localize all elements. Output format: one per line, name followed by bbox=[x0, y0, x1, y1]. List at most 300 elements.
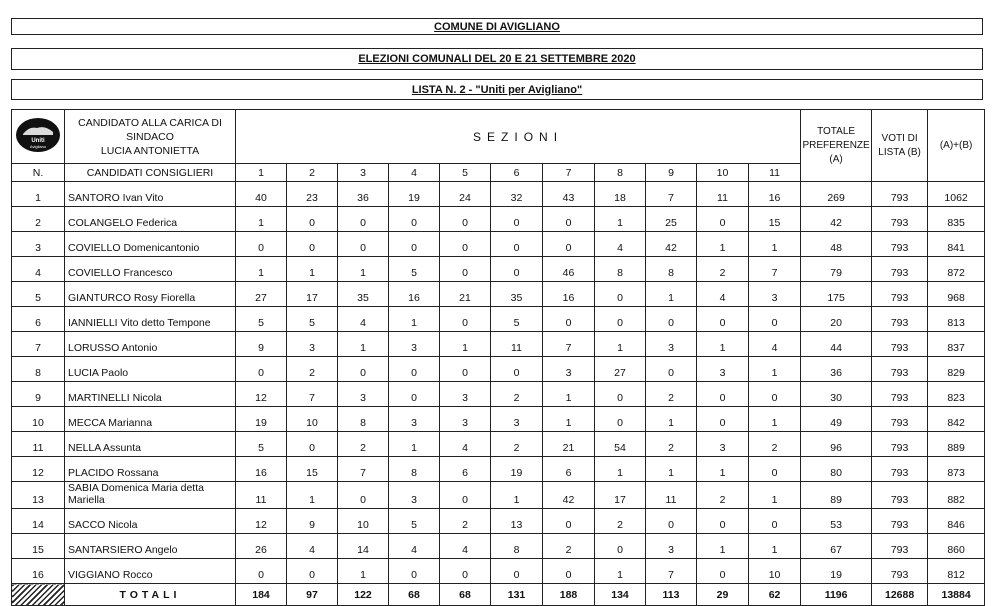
section-header: 2 bbox=[287, 164, 338, 182]
section-votes: 0 bbox=[491, 257, 543, 282]
total-preferences: 48 bbox=[801, 232, 872, 257]
hatched-cell bbox=[12, 584, 65, 606]
list-votes: 793 bbox=[872, 332, 928, 357]
section-votes: 1 bbox=[749, 407, 801, 432]
sum-votes: 860 bbox=[928, 534, 985, 559]
section-votes: 0 bbox=[595, 307, 646, 332]
section-votes: 0 bbox=[440, 207, 491, 232]
section-votes: 2 bbox=[491, 382, 543, 407]
sum-votes: 889 bbox=[928, 432, 985, 457]
section-total: 184 bbox=[236, 584, 287, 606]
section-votes: 0 bbox=[697, 207, 749, 232]
section-votes: 0 bbox=[236, 232, 287, 257]
list-votes: 793 bbox=[872, 382, 928, 407]
section-votes: 10 bbox=[338, 509, 389, 534]
candidate-name: LORUSSO Antonio bbox=[65, 332, 236, 357]
sum-votes: 823 bbox=[928, 382, 985, 407]
section-votes: 9 bbox=[287, 509, 338, 534]
section-votes: 4 bbox=[389, 534, 440, 559]
section-votes: 43 bbox=[543, 182, 595, 207]
table-row bbox=[12, 307, 985, 332]
table-row bbox=[12, 407, 985, 432]
candidato-line3: LUCIA ANTONIETTA bbox=[100, 144, 200, 157]
section-votes: 3 bbox=[389, 332, 440, 357]
list-votes: 793 bbox=[872, 257, 928, 282]
totali-label: TOTALI bbox=[65, 584, 236, 606]
section-votes: 0 bbox=[595, 282, 646, 307]
sum-votes: 841 bbox=[928, 232, 985, 257]
section-votes: 6 bbox=[543, 457, 595, 482]
section-votes: 8 bbox=[491, 534, 543, 559]
section-votes: 6 bbox=[440, 457, 491, 482]
tot-sum: 13884 bbox=[928, 584, 985, 606]
section-votes: 0 bbox=[749, 382, 801, 407]
total-preferences: 175 bbox=[801, 282, 872, 307]
section-total: 68 bbox=[440, 584, 491, 606]
section-votes: 24 bbox=[440, 182, 491, 207]
section-votes: 11 bbox=[646, 482, 697, 509]
sum-votes: 872 bbox=[928, 257, 985, 282]
list-votes: 793 bbox=[872, 482, 928, 509]
section-votes: 32 bbox=[491, 182, 543, 207]
section-votes: 14 bbox=[338, 534, 389, 559]
section-votes: 0 bbox=[646, 509, 697, 534]
row-number: 6 bbox=[12, 307, 65, 332]
section-votes: 9 bbox=[236, 332, 287, 357]
section-votes: 0 bbox=[236, 357, 287, 382]
section-votes: 0 bbox=[491, 357, 543, 382]
section-votes: 0 bbox=[646, 307, 697, 332]
section-votes: 21 bbox=[543, 432, 595, 457]
tot-preferences: 1196 bbox=[801, 584, 872, 606]
list-votes: 793 bbox=[872, 207, 928, 232]
section-votes: 7 bbox=[646, 182, 697, 207]
section-votes: 2 bbox=[646, 432, 697, 457]
section-votes: 0 bbox=[595, 407, 646, 432]
sum-votes: 846 bbox=[928, 509, 985, 534]
row-number: 9 bbox=[12, 382, 65, 407]
section-votes: 19 bbox=[389, 182, 440, 207]
section-votes: 4 bbox=[440, 534, 491, 559]
total-preferences: 30 bbox=[801, 382, 872, 407]
section-header: 9 bbox=[646, 164, 697, 182]
row-number: 10 bbox=[12, 407, 65, 432]
total-preferences: 44 bbox=[801, 332, 872, 357]
section-total: 29 bbox=[697, 584, 749, 606]
section-votes: 11 bbox=[491, 332, 543, 357]
totals-row bbox=[12, 584, 985, 606]
section-votes: 3 bbox=[389, 407, 440, 432]
section-votes: 0 bbox=[338, 482, 389, 509]
sum-votes: 835 bbox=[928, 207, 985, 232]
section-votes: 16 bbox=[749, 182, 801, 207]
table-row bbox=[12, 534, 985, 559]
section-votes: 16 bbox=[543, 282, 595, 307]
section-total: 68 bbox=[389, 584, 440, 606]
section-votes: 1 bbox=[389, 307, 440, 332]
section-votes: 5 bbox=[236, 307, 287, 332]
table-row bbox=[12, 332, 985, 357]
candidate-name: COVIELLO Francesco bbox=[65, 257, 236, 282]
section-votes: 0 bbox=[389, 559, 440, 584]
section-votes: 0 bbox=[543, 509, 595, 534]
total-preferences: 269 bbox=[801, 182, 872, 207]
section-votes: 3 bbox=[543, 357, 595, 382]
section-votes: 0 bbox=[697, 382, 749, 407]
candidate-name: SABIA Domenica Maria detta Mariella bbox=[65, 482, 236, 509]
section-votes: 1 bbox=[287, 257, 338, 282]
sum-votes: 968 bbox=[928, 282, 985, 307]
row-number: 8 bbox=[12, 357, 65, 382]
sum-votes: 1062 bbox=[928, 182, 985, 207]
section-votes: 0 bbox=[440, 482, 491, 509]
section-votes: 0 bbox=[440, 257, 491, 282]
section-votes: 8 bbox=[389, 457, 440, 482]
section-header: 5 bbox=[440, 164, 491, 182]
sum-votes: 812 bbox=[928, 559, 985, 584]
section-votes: 0 bbox=[491, 207, 543, 232]
section-votes: 5 bbox=[389, 257, 440, 282]
comune-banner bbox=[11, 18, 983, 35]
section-votes: 7 bbox=[287, 382, 338, 407]
section-votes: 27 bbox=[236, 282, 287, 307]
section-votes: 3 bbox=[749, 282, 801, 307]
section-votes: 2 bbox=[491, 432, 543, 457]
section-votes: 3 bbox=[389, 482, 440, 509]
section-votes: 0 bbox=[389, 357, 440, 382]
section-votes: 8 bbox=[646, 257, 697, 282]
total-preferences: 89 bbox=[801, 482, 872, 509]
total-preferences: 96 bbox=[801, 432, 872, 457]
candidato-sindaco-header bbox=[65, 110, 236, 164]
section-total: 122 bbox=[338, 584, 389, 606]
row-number: 3 bbox=[12, 232, 65, 257]
section-votes: 0 bbox=[440, 307, 491, 332]
comune-title: COMUNE DI AVIGLIANO bbox=[434, 20, 560, 33]
section-votes: 3 bbox=[697, 357, 749, 382]
section-votes: 1 bbox=[287, 482, 338, 509]
total-preferences: 49 bbox=[801, 407, 872, 432]
section-votes: 21 bbox=[440, 282, 491, 307]
lista-banner bbox=[11, 79, 983, 100]
section-votes: 0 bbox=[595, 534, 646, 559]
section-votes: 19 bbox=[491, 457, 543, 482]
total-preferences: 79 bbox=[801, 257, 872, 282]
section-votes: 46 bbox=[543, 257, 595, 282]
list-logo-icon bbox=[15, 117, 61, 153]
section-votes: 15 bbox=[749, 207, 801, 232]
total-preferences: 20 bbox=[801, 307, 872, 332]
sum-votes: 829 bbox=[928, 357, 985, 382]
section-votes: 5 bbox=[491, 307, 543, 332]
section-votes: 1 bbox=[595, 559, 646, 584]
total-preferences: 53 bbox=[801, 509, 872, 534]
candidate-name: SACCO Nicola bbox=[65, 509, 236, 534]
section-votes: 2 bbox=[697, 257, 749, 282]
total-preferences: 67 bbox=[801, 534, 872, 559]
sum-votes: 813 bbox=[928, 307, 985, 332]
lista-title: LISTA N. 2 - "Uniti per Avigliano" bbox=[411, 83, 583, 96]
section-total: 62 bbox=[749, 584, 801, 606]
row-number: 15 bbox=[12, 534, 65, 559]
section-votes: 2 bbox=[595, 509, 646, 534]
section-votes: 3 bbox=[287, 332, 338, 357]
section-votes: 16 bbox=[236, 457, 287, 482]
section-votes: 13 bbox=[491, 509, 543, 534]
section-votes: 0 bbox=[749, 457, 801, 482]
section-votes: 1 bbox=[697, 534, 749, 559]
candidate-name: GIANTURCO Rosy Fiorella bbox=[65, 282, 236, 307]
section-votes: 1 bbox=[595, 332, 646, 357]
section-votes: 23 bbox=[287, 182, 338, 207]
table-row bbox=[12, 257, 985, 282]
section-header: 11 bbox=[749, 164, 801, 182]
section-votes: 0 bbox=[697, 307, 749, 332]
section-header: 3 bbox=[338, 164, 389, 182]
section-votes: 17 bbox=[287, 282, 338, 307]
section-votes: 1 bbox=[646, 407, 697, 432]
section-total: 188 bbox=[543, 584, 595, 606]
total-preferences: 36 bbox=[801, 357, 872, 382]
candidate-name: MECCA Marianna bbox=[65, 407, 236, 432]
section-votes: 5 bbox=[389, 509, 440, 534]
section-votes: 1 bbox=[646, 457, 697, 482]
row-number: 16 bbox=[12, 559, 65, 584]
section-votes: 1 bbox=[236, 207, 287, 232]
section-votes: 4 bbox=[749, 332, 801, 357]
section-votes: 1 bbox=[749, 482, 801, 509]
section-votes: 40 bbox=[236, 182, 287, 207]
section-votes: 2 bbox=[646, 382, 697, 407]
section-votes: 3 bbox=[646, 332, 697, 357]
list-votes: 793 bbox=[872, 182, 928, 207]
section-votes: 0 bbox=[338, 357, 389, 382]
section-votes: 10 bbox=[749, 559, 801, 584]
list-votes: 793 bbox=[872, 282, 928, 307]
section-total: 134 bbox=[595, 584, 646, 606]
total-preferences: 80 bbox=[801, 457, 872, 482]
list-votes: 793 bbox=[872, 432, 928, 457]
section-votes: 42 bbox=[646, 232, 697, 257]
elezioni-banner bbox=[11, 48, 983, 70]
list-votes: 793 bbox=[872, 407, 928, 432]
section-total: 131 bbox=[491, 584, 543, 606]
section-votes: 0 bbox=[749, 509, 801, 534]
section-votes: 0 bbox=[236, 559, 287, 584]
section-votes: 0 bbox=[389, 232, 440, 257]
logo-text: Uniti bbox=[31, 138, 45, 144]
section-votes: 2 bbox=[287, 357, 338, 382]
section-votes: 2 bbox=[338, 432, 389, 457]
section-votes: 1 bbox=[595, 207, 646, 232]
section-votes: 7 bbox=[749, 257, 801, 282]
section-votes: 7 bbox=[543, 332, 595, 357]
section-votes: 0 bbox=[697, 559, 749, 584]
section-votes: 1 bbox=[595, 457, 646, 482]
list-votes: 793 bbox=[872, 559, 928, 584]
section-votes: 0 bbox=[440, 232, 491, 257]
table-row bbox=[12, 382, 985, 407]
section-votes: 18 bbox=[595, 182, 646, 207]
section-votes: 3 bbox=[646, 534, 697, 559]
section-votes: 3 bbox=[491, 407, 543, 432]
sezioni-header: SEZIONI bbox=[236, 110, 801, 164]
section-votes: 12 bbox=[236, 382, 287, 407]
section-votes: 15 bbox=[287, 457, 338, 482]
section-votes: 4 bbox=[595, 232, 646, 257]
section-votes: 1 bbox=[440, 332, 491, 357]
section-votes: 3 bbox=[338, 382, 389, 407]
section-header: 10 bbox=[697, 164, 749, 182]
table-row bbox=[12, 509, 985, 534]
section-votes: 36 bbox=[338, 182, 389, 207]
section-votes: 0 bbox=[543, 559, 595, 584]
section-votes: 10 bbox=[287, 407, 338, 432]
elezioni-title: ELEZIONI COMUNALI DEL 20 E 21 SETTEMBRE 2020 bbox=[358, 53, 636, 65]
candidate-name: COLANGELO Federica bbox=[65, 207, 236, 232]
section-votes: 1 bbox=[338, 257, 389, 282]
row-number: 2 bbox=[12, 207, 65, 232]
section-votes: 1 bbox=[236, 257, 287, 282]
section-votes: 17 bbox=[595, 482, 646, 509]
row-number: 7 bbox=[12, 332, 65, 357]
candidate-name: VIGGIANO Rocco bbox=[65, 559, 236, 584]
candidato-line1: CANDIDATO ALLA CARICA DI bbox=[78, 116, 222, 129]
candidati-consiglieri-header: CANDIDATI CONSIGLIERI bbox=[65, 164, 236, 182]
table-row bbox=[12, 559, 985, 584]
section-header: 8 bbox=[595, 164, 646, 182]
section-votes: 42 bbox=[543, 482, 595, 509]
section-votes: 2 bbox=[543, 534, 595, 559]
row-number: 11 bbox=[12, 432, 65, 457]
voti-lista-header: VOTI DI LISTA (B) bbox=[872, 110, 928, 182]
section-votes: 4 bbox=[287, 534, 338, 559]
section-header: 4 bbox=[389, 164, 440, 182]
section-votes: 0 bbox=[543, 207, 595, 232]
table-row bbox=[12, 357, 985, 382]
section-votes: 0 bbox=[338, 232, 389, 257]
row-number: 1 bbox=[12, 182, 65, 207]
list-votes: 793 bbox=[872, 307, 928, 332]
section-votes: 7 bbox=[646, 559, 697, 584]
section-votes: 1 bbox=[697, 332, 749, 357]
section-votes: 1 bbox=[749, 232, 801, 257]
section-votes: 0 bbox=[440, 357, 491, 382]
section-votes: 35 bbox=[338, 282, 389, 307]
section-votes: 0 bbox=[389, 207, 440, 232]
section-total: 97 bbox=[287, 584, 338, 606]
section-votes: 0 bbox=[287, 559, 338, 584]
section-votes: 0 bbox=[595, 382, 646, 407]
candidate-name: NELLA Assunta bbox=[65, 432, 236, 457]
table-row bbox=[12, 457, 985, 482]
section-votes: 54 bbox=[595, 432, 646, 457]
candidate-name: SANTARSIERO Angelo bbox=[65, 534, 236, 559]
section-votes: 25 bbox=[646, 207, 697, 232]
section-header: 7 bbox=[543, 164, 595, 182]
section-votes: 2 bbox=[697, 482, 749, 509]
section-votes: 0 bbox=[338, 207, 389, 232]
section-votes: 0 bbox=[543, 232, 595, 257]
section-votes: 2 bbox=[749, 432, 801, 457]
section-votes: 0 bbox=[287, 207, 338, 232]
list-votes: 793 bbox=[872, 357, 928, 382]
section-votes: 0 bbox=[543, 307, 595, 332]
section-votes: 5 bbox=[236, 432, 287, 457]
section-votes: 0 bbox=[287, 232, 338, 257]
section-votes: 27 bbox=[595, 357, 646, 382]
section-votes: 26 bbox=[236, 534, 287, 559]
section-votes: 1 bbox=[338, 559, 389, 584]
section-votes: 1 bbox=[491, 482, 543, 509]
section-votes: 0 bbox=[646, 357, 697, 382]
logo-cell bbox=[12, 110, 65, 164]
list-votes: 793 bbox=[872, 457, 928, 482]
section-total: 113 bbox=[646, 584, 697, 606]
section-votes: 7 bbox=[338, 457, 389, 482]
section-votes: 1 bbox=[749, 357, 801, 382]
section-votes: 3 bbox=[440, 382, 491, 407]
section-votes: 0 bbox=[697, 509, 749, 534]
section-votes: 1 bbox=[543, 382, 595, 407]
section-votes: 5 bbox=[287, 307, 338, 332]
candidate-name: LUCIA Paolo bbox=[65, 357, 236, 382]
row-number: 4 bbox=[12, 257, 65, 282]
section-votes: 1 bbox=[543, 407, 595, 432]
candidate-name: MARTINELLI Nicola bbox=[65, 382, 236, 407]
candidate-name: IANNIELLI Vito detto Tempone bbox=[65, 307, 236, 332]
list-votes: 793 bbox=[872, 232, 928, 257]
sum-votes: 873 bbox=[928, 457, 985, 482]
section-votes: 1 bbox=[646, 282, 697, 307]
row-number: 13 bbox=[12, 482, 65, 509]
table-row bbox=[12, 282, 985, 307]
candidate-name: PLACIDO Rossana bbox=[65, 457, 236, 482]
section-votes: 3 bbox=[440, 407, 491, 432]
section-votes: 4 bbox=[440, 432, 491, 457]
total-preferences: 42 bbox=[801, 207, 872, 232]
table-row bbox=[12, 482, 985, 509]
section-votes: 1 bbox=[697, 457, 749, 482]
section-votes: 35 bbox=[491, 282, 543, 307]
list-votes: 793 bbox=[872, 534, 928, 559]
section-votes: 4 bbox=[338, 307, 389, 332]
section-votes: 1 bbox=[749, 534, 801, 559]
section-votes: 11 bbox=[236, 482, 287, 509]
candidate-name: COVIELLO Domenicantonio bbox=[65, 232, 236, 257]
section-votes: 8 bbox=[595, 257, 646, 282]
section-votes: 0 bbox=[389, 382, 440, 407]
section-votes: 12 bbox=[236, 509, 287, 534]
section-votes: 11 bbox=[697, 182, 749, 207]
row-number: 14 bbox=[12, 509, 65, 534]
table-row bbox=[12, 207, 985, 232]
section-votes: 3 bbox=[697, 432, 749, 457]
n-header: N. bbox=[12, 164, 65, 182]
section-votes: 0 bbox=[287, 432, 338, 457]
total-preferences: 19 bbox=[801, 559, 872, 584]
section-votes: 1 bbox=[697, 232, 749, 257]
table-row bbox=[12, 182, 985, 207]
section-header: 6 bbox=[491, 164, 543, 182]
section-votes: 2 bbox=[440, 509, 491, 534]
candidate-name: SANTORO Ivan Vito bbox=[65, 182, 236, 207]
results-table bbox=[11, 109, 985, 606]
row-number: 5 bbox=[12, 282, 65, 307]
section-votes: 8 bbox=[338, 407, 389, 432]
candidato-line2: SINDACO bbox=[126, 130, 174, 143]
section-votes: 1 bbox=[338, 332, 389, 357]
